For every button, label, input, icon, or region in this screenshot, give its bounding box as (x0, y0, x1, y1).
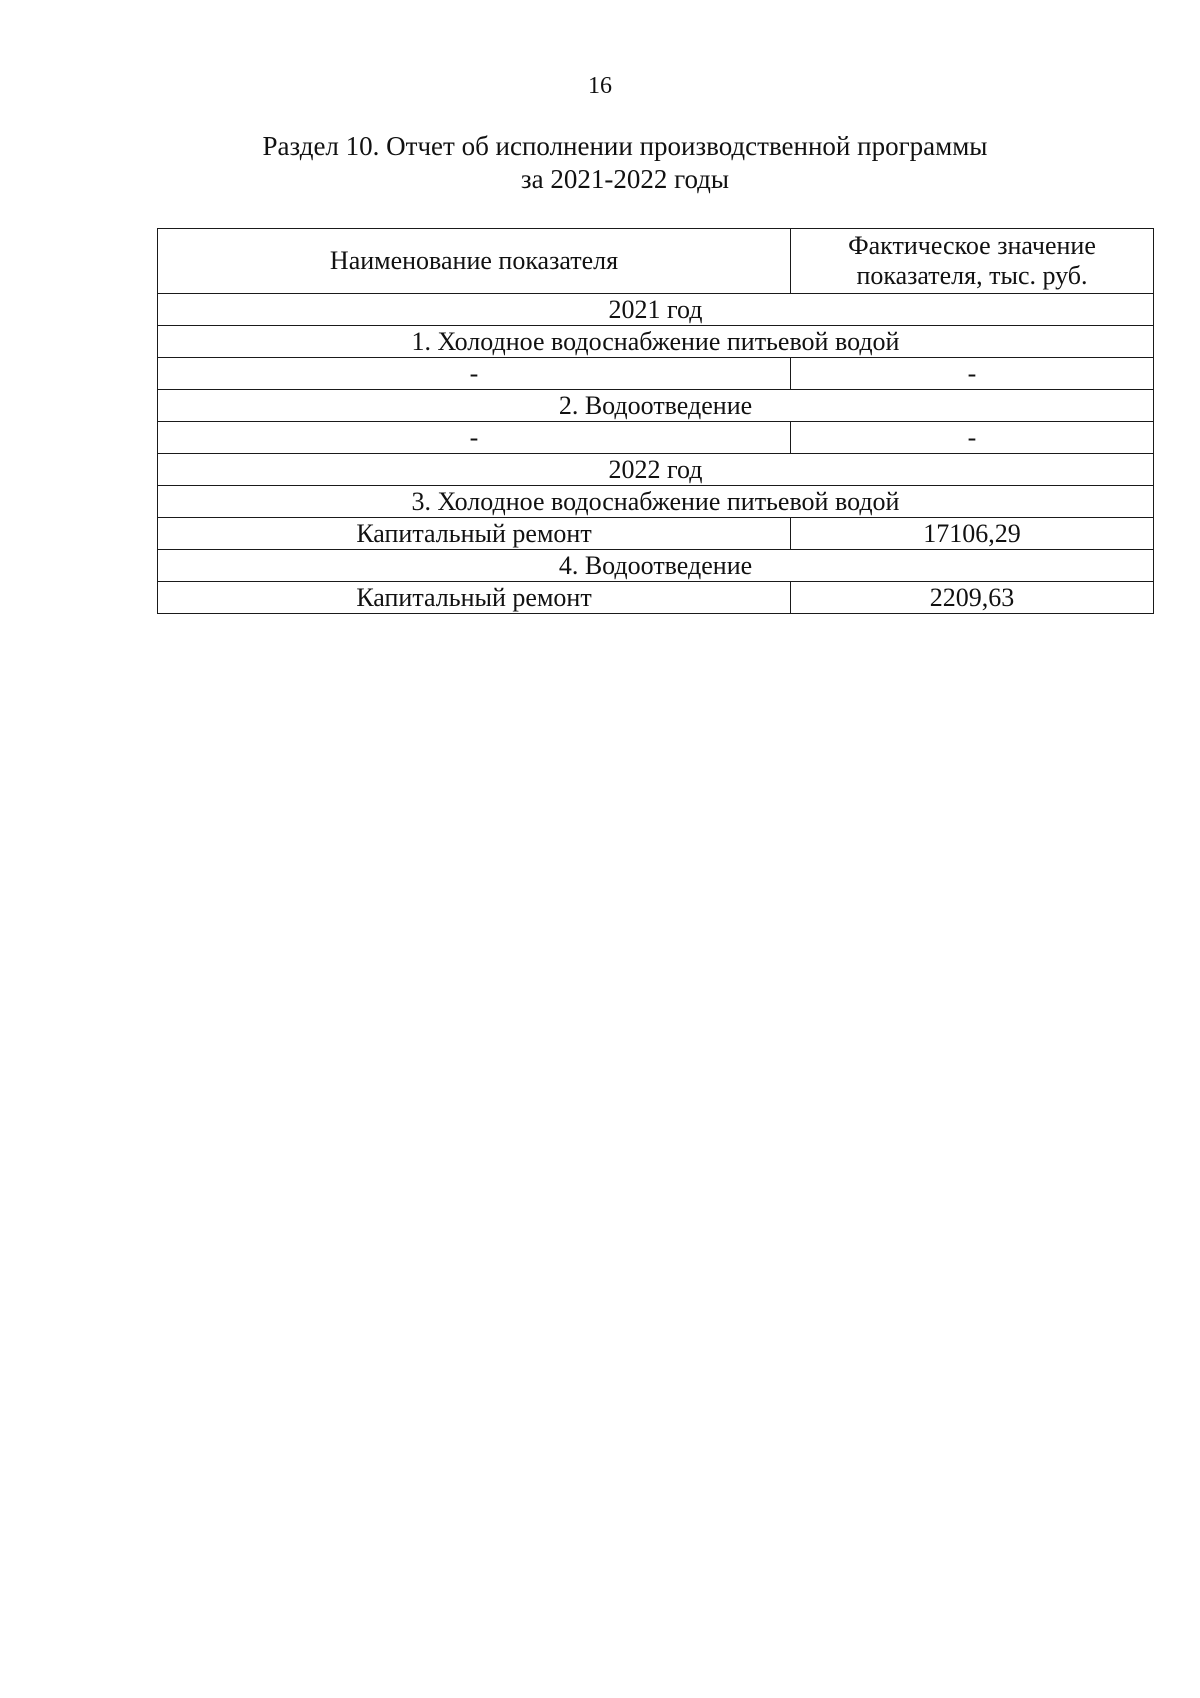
section-cell: 1. Холодное водоснабжение питьевой водой (158, 326, 1154, 358)
row-name-cell: Капитальный ремонт (158, 518, 791, 550)
row-name-cell: - (158, 422, 791, 454)
header-value-cell: Фактическое значение показателя, тыс. руб. (791, 229, 1154, 294)
row-value-cell: 2209,63 (791, 582, 1154, 614)
row-value-cell: 17106,29 (791, 518, 1154, 550)
report-table (157, 228, 1154, 614)
section-cell: 2022 год (158, 454, 1154, 486)
section-row-drainage-2021 (158, 390, 1154, 422)
title-line-2: за 2021-2022 годы (520, 164, 730, 194)
table-row (158, 518, 1154, 550)
section-row-year-2021 (158, 294, 1154, 326)
table-row (158, 422, 1154, 454)
document-title (150, 130, 1100, 196)
page-number: 16 (588, 73, 612, 99)
row-value-cell: - (791, 358, 1154, 390)
row-value-cell: - (791, 422, 1154, 454)
row-name-cell: Капитальный ремонт (158, 582, 791, 614)
section-row-year-2022 (158, 454, 1154, 486)
section-cell: 3. Холодное водоснабжение питьевой водой (158, 486, 1154, 518)
table-header-row (158, 229, 1154, 294)
header-name-cell: Наименование показателя (158, 229, 791, 294)
section-row-cold-water-2021 (158, 326, 1154, 358)
section-cell: 2021 год (158, 294, 1154, 326)
table-row (158, 582, 1154, 614)
section-row-cold-water-2022 (158, 486, 1154, 518)
section-cell: 4. Водоотведение (158, 550, 1154, 582)
section-row-drainage-2022 (158, 550, 1154, 582)
row-name-cell: - (158, 358, 791, 390)
title-line-1: Раздел 10. Отчет об исполнении производственной программы (262, 131, 988, 161)
table-row (158, 358, 1154, 390)
section-cell: 2. Водоотведение (158, 390, 1154, 422)
